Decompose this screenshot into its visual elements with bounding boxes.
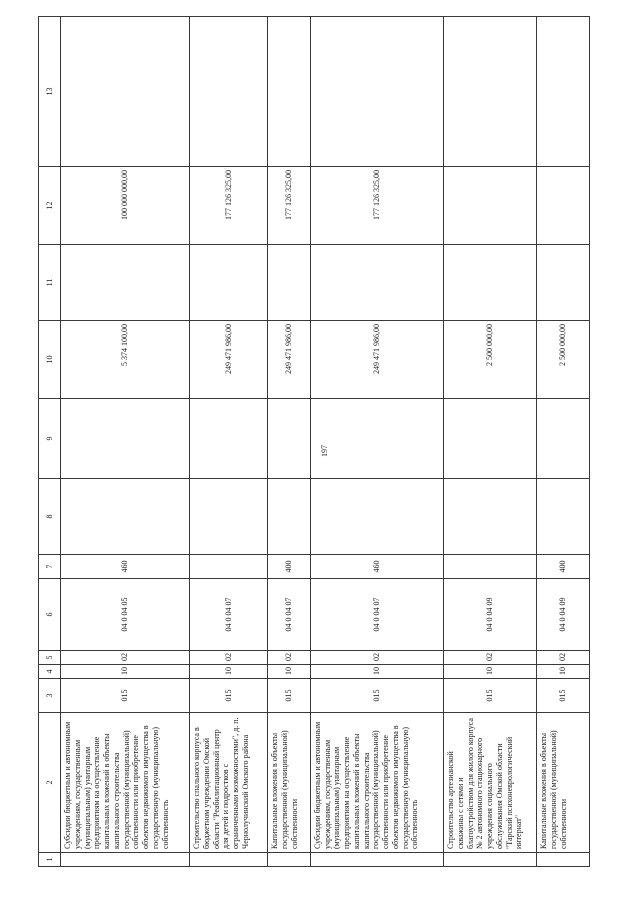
row-cell-col3: 015 (268, 679, 310, 713)
row-cell-col9 (190, 399, 268, 479)
row-cell-col7: 400 (268, 555, 310, 579)
col-num-7: 7 (39, 555, 61, 579)
row-cell-col13 (444, 17, 537, 167)
row-cell-col12: 177 126 325,00 (310, 167, 443, 245)
col-num-3: 3 (39, 679, 61, 713)
row-cell-col10: 249 471 986,00 (190, 321, 268, 399)
row-cell-col5: 02 (268, 651, 310, 665)
col-num-5: 5 (39, 651, 61, 665)
col-num-1: 1 (39, 853, 61, 867)
row-cell-col6: 04 0 04 09 (444, 579, 537, 651)
row-cell-col6: 04 0 04 07 (310, 579, 443, 651)
row-cell-col11 (310, 245, 443, 321)
row-cell-col4: 10 (444, 665, 537, 679)
row-cell-col2: Капитальные вложения в объекты государственной (муниципальной) собственности (268, 713, 310, 853)
row-cell-col3: 015 (444, 679, 537, 713)
row-cell-col13 (268, 17, 310, 167)
row-cell-col2: Строительство артезианской скважины с сетями и благоустройством для жилого корпуса № 2 автономного стационарного учреждения социального обслуживания Омской области "Тарский психоневрологический интернат" (444, 713, 537, 853)
col-num-2: 2 (39, 713, 61, 853)
col-num-9: 9 (39, 399, 61, 479)
row-cell-col2: Капитальные вложения в объекты государственной (муниципальной) собственности (537, 713, 590, 853)
row-cell-col2: Строительство спального корпуса в бюджетном учреждении Омской области "Реабилитационный центр для детей и подростков с ограниченными возможностями", д. п. Чернолучинский Омского района (190, 713, 268, 853)
row-cell-col13 (190, 17, 268, 167)
row-cell-col11 (190, 245, 268, 321)
row-cell-col3: 015 (310, 679, 443, 713)
row-cell-col7 (190, 555, 268, 579)
row-cell-col4: 10 (61, 665, 190, 679)
row-cell-col4: 10 (537, 665, 590, 679)
row-cell-col6: 04 0 04 05 (61, 579, 190, 651)
row-cell-col12 (444, 167, 537, 245)
row-cell-col4: 10 (190, 665, 268, 679)
row-cell-col5: 02 (537, 651, 590, 665)
row-cell-col6: 04 0 04 07 (190, 579, 268, 651)
row-cell-col13 (537, 17, 590, 167)
table-row (444, 17, 537, 867)
row-cell-col1 (444, 853, 537, 867)
row-cell-col9 (61, 399, 190, 479)
row-cell-col1 (190, 853, 268, 867)
table-row (268, 17, 310, 867)
row-cell-col10: 249 471 986,00 (268, 321, 310, 399)
table-row (310, 17, 443, 867)
row-cell-col13 (310, 17, 443, 167)
table-row (537, 17, 590, 867)
row-cell-col11 (61, 245, 190, 321)
row-cell-col1 (61, 853, 190, 867)
row-cell-col2: Субсидии бюджетным и автономным учреждениям, государственным (муниципальным) унитарным предприятиям на осуществление капитальных вложений в объекты капитального строительства государственной (муниципальной) собственности или приобретение объектов недвижимого имущества в государственную (муниципальную) собственность (310, 713, 443, 853)
row-cell-col3: 015 (61, 679, 190, 713)
row-cell-col9 (310, 399, 443, 479)
row-cell-col5: 02 (61, 651, 190, 665)
row-cell-col10: 5 374 100,00 (61, 321, 190, 399)
row-cell-col7: 460 (310, 555, 443, 579)
row-cell-col4: 10 (310, 665, 443, 679)
row-cell-col3: 015 (537, 679, 590, 713)
row-cell-col10: 249 471 986,00 (310, 321, 443, 399)
row-cell-col1 (310, 853, 443, 867)
row-cell-col10: 2 500 000,00 (444, 321, 537, 399)
col-num-12: 12 (39, 167, 61, 245)
rotated-table-wrapper (38, 37, 590, 867)
row-cell-col6: 04 0 04 07 (268, 579, 310, 651)
col-num-10: 10 (39, 321, 61, 399)
column-number-row (39, 17, 61, 867)
row-cell-col11 (268, 245, 310, 321)
row-cell-col9 (268, 399, 310, 479)
row-cell-col8 (268, 479, 310, 555)
row-cell-col4: 10 (268, 665, 310, 679)
row-cell-col5: 02 (310, 651, 443, 665)
row-cell-col8 (310, 479, 443, 555)
row-cell-col5: 02 (190, 651, 268, 665)
col-num-13: 13 (39, 17, 61, 167)
row-cell-col13 (61, 17, 190, 167)
row-cell-col7: 400 (537, 555, 590, 579)
row-cell-col8 (444, 479, 537, 555)
row-cell-col12: 100 000 000,00 (61, 167, 190, 245)
row-cell-col8 (190, 479, 268, 555)
page-number: 197 (320, 445, 329, 457)
row-cell-col5: 02 (444, 651, 537, 665)
row-cell-col1 (537, 853, 590, 867)
row-cell-col2: Субсидии бюджетным и автономным учреждениям, государственным (муниципальным) унитарным предприятиям на осуществление капитальных вложений в объекты капитального строительства государственной (муниципальной) собственности или приобретение объектов недвижимого имущества в государственную (муниципальную) собственность (61, 713, 190, 853)
col-num-4: 4 (39, 665, 61, 679)
row-cell-col11 (444, 245, 537, 321)
table-row (61, 17, 190, 867)
table-row (190, 17, 268, 867)
col-num-8: 8 (39, 479, 61, 555)
row-cell-col12: 177 126 325,00 (190, 167, 268, 245)
col-num-11: 11 (39, 245, 61, 321)
row-cell-col3: 015 (190, 679, 268, 713)
row-cell-col7 (444, 555, 537, 579)
row-cell-col8 (61, 479, 190, 555)
row-cell-col9 (444, 399, 537, 479)
row-cell-col9 (537, 399, 590, 479)
row-cell-col10: 2 500 000,00 (537, 321, 590, 399)
row-cell-col12 (537, 167, 590, 245)
row-cell-col6: 04 0 04 09 (537, 579, 590, 651)
row-cell-col7: 460 (61, 555, 190, 579)
col-num-6: 6 (39, 579, 61, 651)
row-cell-col11 (537, 245, 590, 321)
budget-table (38, 16, 590, 867)
row-cell-col1 (268, 853, 310, 867)
row-cell-col8 (537, 479, 590, 555)
row-cell-col12: 177 126 325,00 (268, 167, 310, 245)
